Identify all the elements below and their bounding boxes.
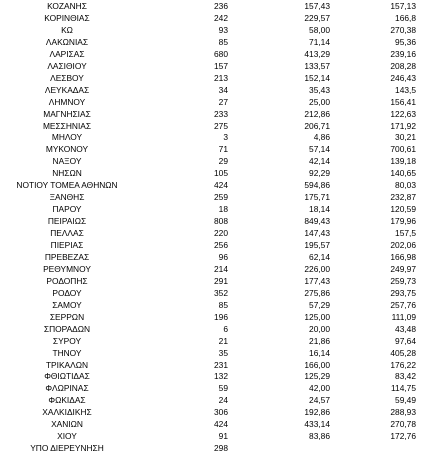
rate-value-cell: 275,86	[304, 287, 330, 298]
region-name-cell: ΜΑΓΝΗΣΙΑΣ	[43, 108, 91, 119]
ratio-value-cell: 270,38	[390, 24, 416, 35]
case-count-cell: 213	[214, 72, 228, 83]
rate-value-cell: 57,14	[309, 144, 330, 155]
ratio-value-cell: 30,21	[395, 132, 416, 143]
region-name-cell: ΣΕΡΡΩΝ	[49, 311, 85, 322]
ratio-value-cell: 208,28	[390, 60, 416, 71]
table-row	[0, 359, 437, 371]
case-count-cell: 59	[218, 383, 228, 394]
table-row	[0, 96, 437, 108]
rate-value-cell: 62,14	[309, 251, 330, 262]
table-row	[0, 442, 437, 454]
table-row	[0, 287, 437, 299]
case-count-cell: 91	[218, 431, 228, 442]
ratio-value-cell: 114,75	[391, 383, 416, 394]
region-name-cell: ΛΑΣΙΘΙΟΥ	[47, 60, 87, 71]
ratio-value-cell: 249,97	[390, 263, 416, 274]
case-count-cell: 3	[223, 132, 228, 143]
ratio-value-cell: 172,76	[390, 431, 416, 442]
case-count-cell: 132	[214, 371, 228, 382]
table-row	[0, 227, 437, 239]
rate-value-cell: 166,00	[304, 359, 330, 370]
case-count-cell: 808	[214, 216, 228, 227]
ratio-value-cell: 157,13	[390, 1, 416, 11]
rate-value-cell: 177,43	[304, 275, 330, 286]
ratio-value-cell: 166,98	[390, 251, 416, 262]
case-count-cell: 424	[214, 180, 228, 191]
region-name-cell: ΦΘΙΩΤΙΔΑΣ	[44, 371, 90, 382]
region-name-cell: ΠΕΛΛΑΣ	[50, 228, 84, 239]
case-count-cell: 306	[214, 407, 228, 418]
region-name-cell: ΠΑΡΟΥ	[52, 204, 82, 215]
case-count-cell: 93	[218, 24, 228, 35]
table-row	[0, 143, 437, 155]
ratio-value-cell: 202,06	[390, 240, 416, 250]
region-name-cell: ΛΑΚΩΝΙΑΣ	[45, 36, 89, 47]
region-name-cell: ΠΙΕΡΙΑΣ	[50, 240, 84, 250]
rate-value-cell: 16,14	[309, 347, 330, 358]
table-row	[0, 167, 437, 179]
ratio-value-cell: 156,41	[390, 96, 416, 107]
region-name-cell: ΡΟΔΟΥ	[52, 287, 82, 298]
rate-value-cell: 58,00	[309, 24, 330, 35]
case-count-cell: 35	[218, 347, 228, 358]
rate-value-cell: 24,57	[309, 395, 330, 406]
rate-value-cell: 229,57	[304, 12, 330, 23]
table-row	[0, 430, 437, 442]
case-count-cell: 214	[214, 263, 228, 274]
case-count-cell: 424	[214, 419, 228, 430]
rate-value-cell: 92,29	[309, 168, 330, 179]
case-count-cell: 220	[214, 228, 228, 239]
region-name-cell: ΞΑΝΘΗΣ	[49, 192, 85, 203]
ratio-value-cell: 122,63	[390, 108, 416, 119]
table-row	[0, 239, 437, 251]
rate-value-cell: 152,14	[304, 72, 330, 83]
table-row	[0, 108, 437, 120]
table-row	[0, 215, 437, 227]
ratio-value-cell: 83,42	[395, 371, 416, 382]
rate-value-cell: 226,00	[304, 263, 330, 274]
region-name-cell: ΚΟΡΙΝΘΙΑΣ	[44, 12, 90, 23]
ratio-value-cell: 176,22	[390, 359, 416, 370]
table-row	[0, 120, 437, 132]
ratio-value-cell: 97,64	[395, 335, 416, 346]
table-row	[0, 406, 437, 418]
case-count-cell: 352	[214, 287, 228, 298]
region-name-cell: ΡΟΔΟΠΗΣ	[46, 275, 88, 286]
region-name-cell: ΣΠΟΡΑΔΩΝ	[43, 323, 91, 334]
region-name-cell: ΧΙΟΥ	[57, 431, 77, 442]
region-name-cell: ΧΑΛΚΙΔΙΚΗΣ	[42, 407, 92, 418]
table-row	[0, 60, 437, 72]
ratio-value-cell: 232,87	[390, 192, 416, 203]
ratio-value-cell: 143,5	[395, 84, 416, 95]
rate-value-cell: 125,29	[304, 371, 330, 382]
region-name-cell: ΝΗΣΩΝ	[52, 168, 82, 179]
case-count-cell: 85	[218, 36, 228, 47]
table-row	[0, 275, 437, 287]
rate-value-cell: 594,86	[304, 180, 330, 191]
ratio-value-cell: 139,18	[390, 156, 416, 167]
case-count-cell: 157	[214, 60, 228, 71]
case-count-cell: 105	[214, 168, 228, 179]
ratio-value-cell: 257,76	[390, 299, 416, 310]
table-row	[0, 155, 437, 167]
ratio-value-cell: 700,61	[390, 144, 416, 155]
rate-value-cell: 192,86	[304, 407, 330, 418]
region-name-cell: ΜΥΚΟΝΟΥ	[45, 144, 89, 155]
region-name-cell: ΛΑΡΙΣΑΣ	[49, 48, 85, 59]
table-row	[0, 418, 437, 430]
rate-value-cell: 195,57	[304, 240, 330, 250]
region-name-cell: ΛΕΣΒΟΥ	[50, 72, 84, 83]
rate-value-cell: 18,14	[309, 204, 330, 215]
table-row	[0, 394, 437, 406]
case-count-cell: 259	[214, 192, 228, 203]
rate-value-cell: 175,71	[304, 192, 330, 203]
rate-value-cell: 42,14	[309, 156, 330, 167]
case-count-cell: 29	[218, 156, 228, 167]
ratio-value-cell: 270,78	[390, 419, 416, 430]
rate-value-cell: 133,57	[304, 60, 330, 71]
table-row	[0, 311, 437, 323]
rate-value-cell: 35,43	[309, 84, 330, 95]
rate-value-cell: 42,00	[309, 383, 330, 394]
region-name-cell: ΣΥΡΟΥ	[52, 335, 82, 346]
case-count-cell: 680	[214, 48, 228, 59]
table-row	[0, 370, 437, 382]
region-name-cell: ΜΗΛΟΥ	[51, 132, 83, 143]
region-name-cell: ΛΕΥΚΑΔΑΣ	[44, 84, 90, 95]
table-row	[0, 72, 437, 84]
ratio-value-cell: 43,48	[395, 323, 416, 334]
region-name-cell: ΣΑΜΟΥ	[52, 299, 82, 310]
ratio-value-cell: 171,92	[390, 120, 416, 131]
rate-value-cell: 147,43	[304, 228, 330, 239]
table-row	[0, 347, 437, 359]
rate-value-cell: 849,43	[304, 216, 330, 227]
case-count-cell: 233	[214, 108, 228, 119]
region-name-cell: ΧΑΝΙΩΝ	[51, 419, 83, 430]
ratio-value-cell: 157,5	[395, 228, 416, 239]
table-row	[0, 84, 437, 96]
ratio-value-cell: 239,16	[390, 48, 416, 59]
case-count-cell: 196	[214, 311, 228, 322]
region-name-cell: ΝΑΞΟΥ	[52, 156, 82, 167]
ratio-value-cell: 179,96	[390, 216, 416, 227]
table-row	[0, 179, 437, 191]
region-name-cell: ΡΕΘΥΜΝΟΥ	[43, 263, 91, 274]
case-count-cell: 298	[214, 443, 228, 454]
table-row	[0, 335, 437, 347]
case-count-cell: 27	[218, 96, 228, 107]
table-row	[0, 203, 437, 215]
case-count-cell: 242	[214, 12, 228, 23]
table-row	[0, 0, 437, 12]
rate-value-cell: 71,14	[309, 36, 330, 47]
region-name-cell: ΝΟΤΙΟΥ ΤΟΜΕΑ ΑΘΗΝΩΝ	[16, 180, 118, 191]
table-row	[0, 131, 437, 143]
table-row	[0, 24, 437, 36]
region-name-cell: ΦΩΚΙΔΑΣ	[48, 395, 86, 406]
region-name-cell: ΜΕΣΣΗΝΙΑΣ	[42, 120, 92, 131]
table-row	[0, 299, 437, 311]
ratio-value-cell: 405,28	[390, 347, 416, 358]
table-row	[0, 251, 437, 263]
rate-value-cell: 20,00	[309, 323, 330, 334]
region-name-cell: ΚΟΖΑΝΗΣ	[47, 1, 87, 11]
region-name-cell: ΚΩ	[61, 24, 73, 35]
region-name-cell: ΥΠΟ ΔΙΕΡΕΥΝΗΣΗ	[30, 443, 104, 454]
table-row	[0, 48, 437, 60]
case-count-cell: 96	[218, 251, 228, 262]
case-count-cell: 71	[218, 144, 228, 155]
table-row	[0, 191, 437, 203]
ratio-value-cell: 246,43	[390, 72, 416, 83]
table-row	[0, 323, 437, 335]
case-count-cell: 18	[218, 204, 228, 215]
ratio-value-cell: 120,59	[390, 204, 416, 215]
ratio-value-cell: 59,49	[395, 395, 416, 406]
region-name-cell: ΠΕΙΡΑΙΩΣ	[47, 216, 87, 227]
rate-value-cell: 212,86	[304, 108, 330, 119]
table-row	[0, 263, 437, 275]
case-count-cell: 34	[218, 84, 228, 95]
region-name-cell: ΤΡΙΚΑΛΩΝ	[45, 359, 89, 370]
ratio-value-cell: 288,93	[390, 407, 416, 418]
case-count-cell: 236	[214, 1, 228, 11]
ratio-value-cell: 111,09	[391, 311, 416, 322]
rate-value-cell: 83,86	[309, 431, 330, 442]
ratio-value-cell: 80,03	[395, 180, 416, 191]
table-row	[0, 382, 437, 394]
ratio-value-cell: 140,65	[390, 168, 416, 179]
case-count-cell: 24	[218, 395, 228, 406]
table-row	[0, 36, 437, 48]
rate-value-cell: 125,00	[304, 311, 330, 322]
region-name-cell: ΤΗΝΟΥ	[52, 347, 82, 358]
case-count-cell: 256	[214, 240, 228, 250]
rate-value-cell: 433,14	[304, 419, 330, 430]
rate-value-cell: 57,29	[309, 299, 330, 310]
ratio-value-cell: 166,8	[395, 12, 416, 23]
case-count-cell: 85	[218, 299, 228, 310]
region-name-cell: ΛΗΜΝΟΥ	[48, 96, 86, 107]
case-count-cell: 275	[214, 120, 228, 131]
table-row	[0, 12, 437, 24]
ratio-value-cell: 293,75	[390, 287, 416, 298]
case-count-cell: 6	[223, 323, 228, 334]
case-count-cell: 21	[218, 335, 228, 346]
ratio-value-cell: 259,73	[390, 275, 416, 286]
rate-value-cell: 21,86	[309, 335, 330, 346]
region-name-cell: ΠΡΕΒΕΖΑΣ	[44, 251, 90, 262]
rate-value-cell: 25,00	[309, 96, 330, 107]
rate-value-cell: 413,29	[304, 48, 330, 59]
ratio-value-cell: 95,36	[395, 36, 416, 47]
rate-value-cell: 4,86	[313, 132, 330, 143]
rate-value-cell: 157,43	[304, 1, 330, 11]
rate-value-cell: 206,71	[304, 120, 330, 131]
case-count-cell: 231	[214, 359, 228, 370]
region-name-cell: ΦΛΩΡΙΝΑΣ	[45, 383, 89, 394]
case-count-cell: 291	[214, 275, 228, 286]
